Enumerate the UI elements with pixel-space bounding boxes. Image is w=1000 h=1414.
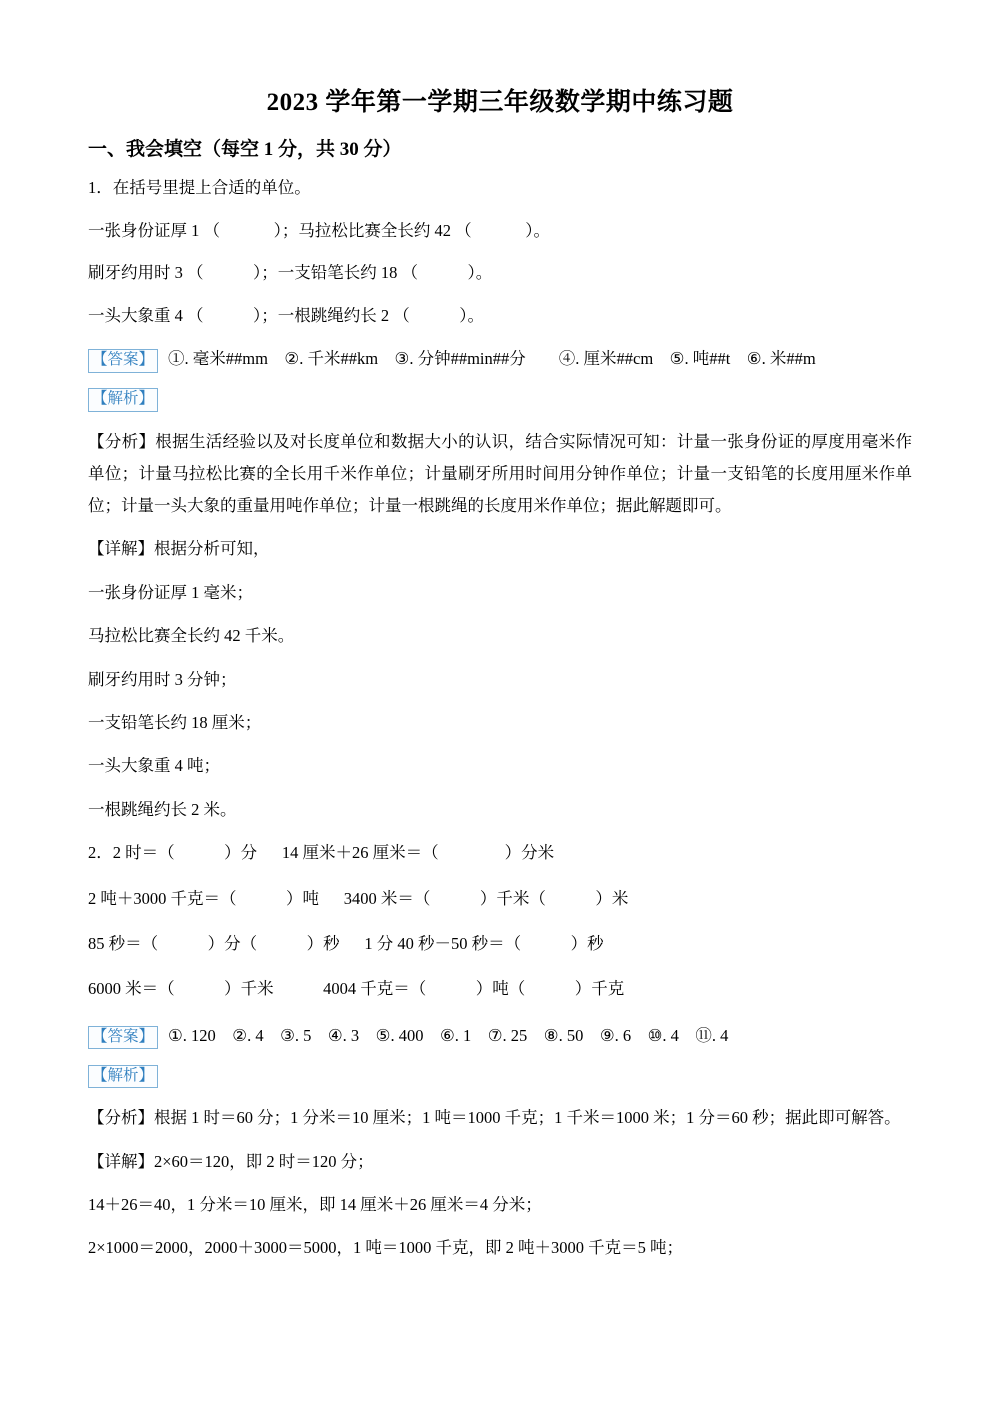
- page-title: 2023 学年第一学期三年级数学期中练习题: [266, 89, 734, 116]
- question-2-fenxi-text: 根据 1 时＝60 分；1 分米＝10 厘米；1 吨＝1000 千克；1 千米＝1000 米；1 分＝60 秒；据此即可解答。: [154, 1108, 901, 1128]
- question-1-line-2: 刷牙约用时 3 （ ）；一支铅笔长约 18 （ ）。: [88, 263, 493, 283]
- question-2-line-1: 2．2 时＝（ ）分 14 厘米＋26 厘米＝（ ）分米: [88, 843, 555, 863]
- xiangjie-label: 【详解】: [88, 1151, 154, 1171]
- question-2-detail-2: 14＋26＝40，1 分米＝10 厘米，即 14 厘米＋26 厘米＝4 分米；: [88, 1194, 542, 1214]
- question-2-fenxi: [88, 1102, 912, 1134]
- question-2-answer-text: ①. 120 ②. 4 ③. 5 ④. 3 ⑤. 400 ⑥. 1 ⑦. 25 ⑧. 50 ⑨. 6 ⑩. 4 ⑪. 4: [168, 1025, 729, 1045]
- fenxi-label: 【分析】: [88, 431, 156, 451]
- question-2-detail-1-text: 2×60＝120，即 2 时＝120 分；: [154, 1151, 374, 1171]
- question-1-xiangjie: [88, 536, 912, 562]
- question-2-line-4: 6000 米＝（ ）千米 4004 千克＝（ ）吨（ ）千克: [88, 979, 625, 999]
- question-1-detail-5: 一头大象重 4 吨；: [88, 756, 220, 776]
- question-1-answer-text: ①. 毫米##mm ②. 千米##km ③. 分钟##min##分 ④. 厘米##cm ⑤. 吨##t ⑥. 米##m: [168, 349, 816, 369]
- answer-tag: 【答案】: [88, 349, 158, 373]
- answer-tag: 【答案】: [88, 1026, 158, 1050]
- question-1-xiangjie-intro: 根据分析可知，: [154, 539, 270, 559]
- question-1-line-1: 一张身份证厚 1 （ ）；马拉松比赛全长约 42 （ ）。: [88, 220, 550, 240]
- section-heading-fill-blank: 一、我会填空（每空 1 分，共 30 分）: [88, 139, 402, 160]
- question-1-fenxi-text: 根据生活经验以及对长度单位和数据大小的认识，结合实际情况可知：计量一张身份证的厚度用毫米作单位；计量马拉松比赛的全长用千米作单位；计量刷牙所用时间用分钟作单位；计量一支铅笔的长度用厘米作单位；计量一头大象的重量用吨作单位；计量一根跳绳的长度用米作单位；据此解题即可。: [88, 431, 913, 516]
- analysis-tag: 【解析】: [88, 1065, 158, 1089]
- fenxi-label: 【分析】: [88, 1108, 154, 1128]
- question-2-detail-1: [88, 1149, 912, 1175]
- question-1-detail-2: 马拉松比赛全长约 42 千米。: [88, 626, 295, 646]
- question-2-line-3: 85 秒＝（ ）分（ ）秒 1 分 40 秒－50 秒＝（ ）秒: [88, 933, 604, 953]
- question-1-analysis-row: [88, 388, 912, 412]
- question-1-stem: 1．在括号里提上合适的单位。: [88, 178, 311, 197]
- question-1-detail-4: 一支铅笔长约 18 厘米；: [88, 712, 262, 732]
- question-2-answer-row: [88, 1022, 912, 1050]
- question-1-answer-row: [88, 345, 912, 373]
- question-1-detail-6: 一根跳绳约长 2 米。: [88, 799, 237, 819]
- analysis-tag: 【解析】: [88, 388, 158, 412]
- question-2-analysis-row: [88, 1065, 912, 1089]
- question-2-detail-3: 2×1000＝2000，2000＋3000＝5000，1 吨＝1000 千克，即 2 吨＋3000 千克＝5 吨；: [88, 1238, 684, 1258]
- question-1-fenxi: [88, 426, 912, 523]
- question-1-detail-1: 一张身份证厚 1 毫米；: [88, 582, 253, 602]
- xiangjie-label: 【详解】: [88, 539, 154, 559]
- question-1-line-3: 一头大象重 4 （ ）；一根跳绳约长 2 （ ）。: [88, 305, 484, 325]
- question-2-line-2: 2 吨＋3000 千克＝（ ）吨 3400 米＝（ ）千米（ ）米: [88, 888, 629, 908]
- question-1-detail-3: 刷牙约用时 3 分钟；: [88, 669, 237, 689]
